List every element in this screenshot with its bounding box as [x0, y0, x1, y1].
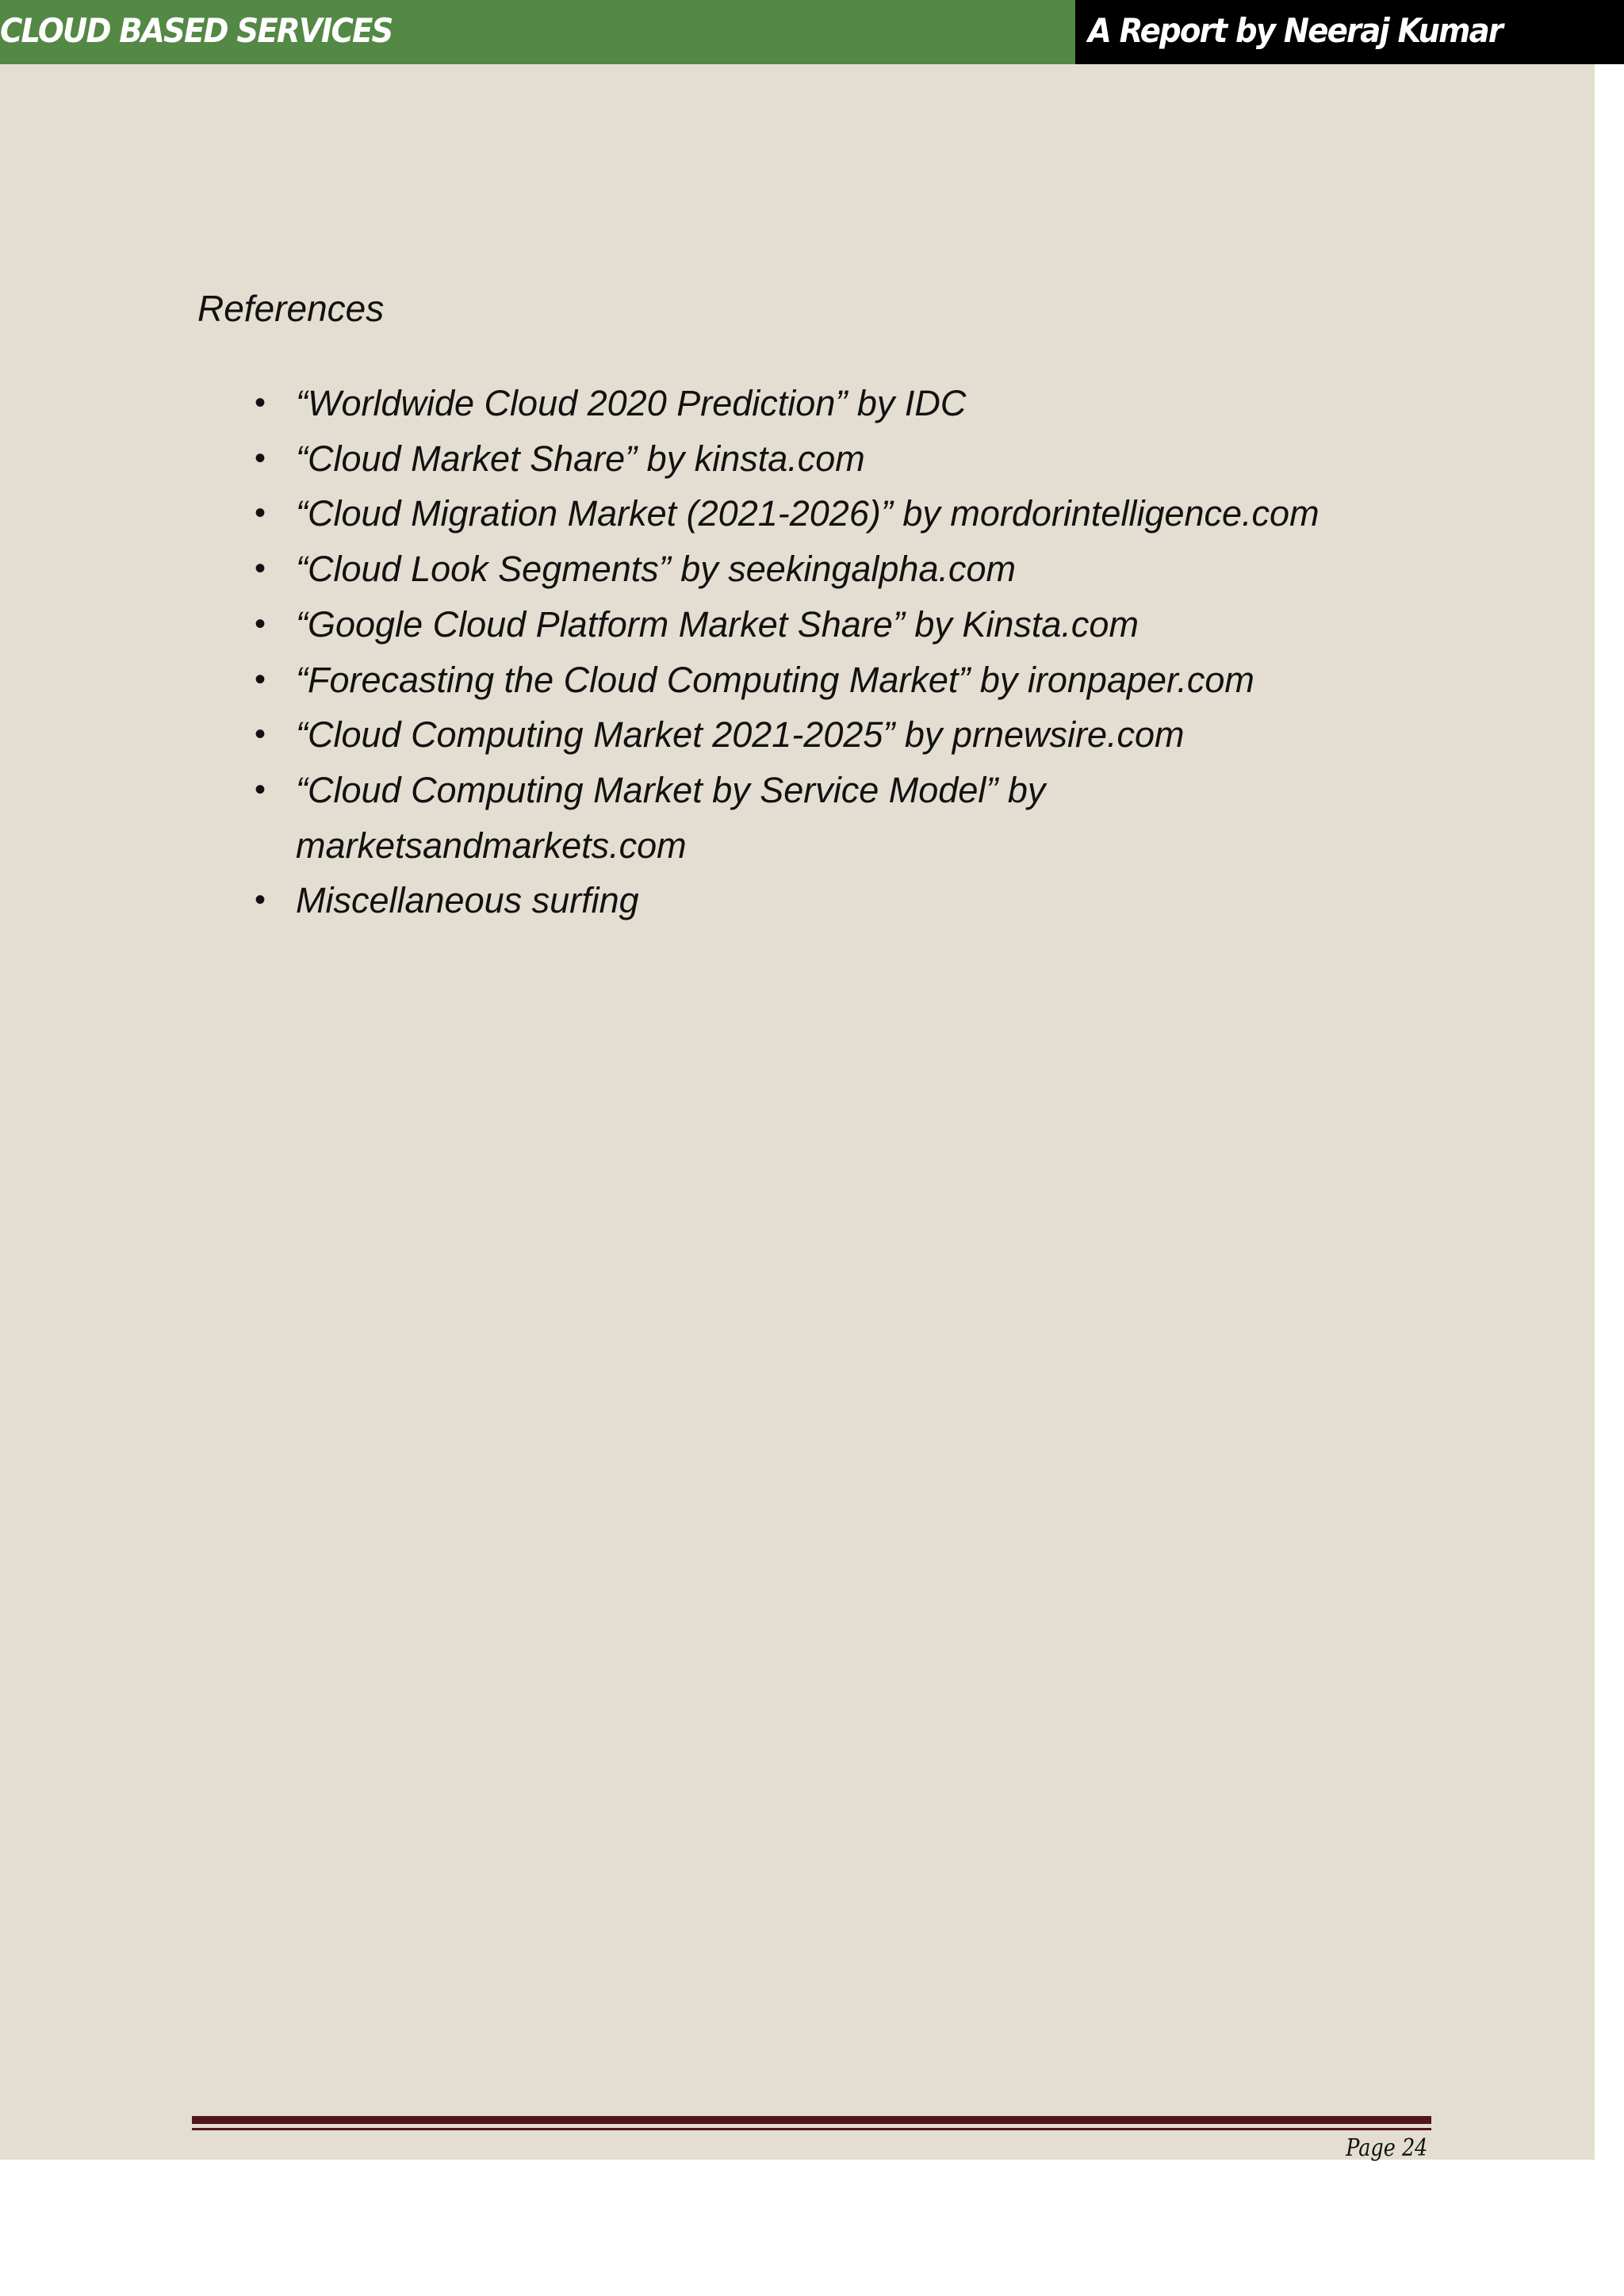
- references-heading: References: [197, 288, 385, 329]
- list-item: [255, 707, 1444, 763]
- footer-rule-thick: [192, 2116, 1431, 2124]
- list-item: [255, 652, 1444, 708]
- list-item: [255, 431, 1444, 487]
- bullet-icon: •: [255, 385, 266, 420]
- reference-text: “Google Cloud Platform Market Share” by Kinsta.com: [296, 603, 1139, 645]
- list-item: [255, 873, 1444, 928]
- list-item: [255, 486, 1444, 541]
- page-number: Page 24: [1345, 2134, 1427, 2162]
- reference-text: “Cloud Computing Market 2021-2025” by prnewsire.com: [296, 714, 1185, 756]
- bullet-icon: •: [255, 717, 266, 752]
- bullet-icon: •: [255, 771, 266, 807]
- header-title: CLOUD BASED SERVICES: [0, 11, 393, 50]
- header-author: A Report by Neeraj Kumar: [1088, 11, 1503, 50]
- reference-text: Miscellaneous surfing: [296, 880, 639, 921]
- header-banner-right: [1075, 0, 1624, 64]
- references-list: [255, 376, 1444, 928]
- reference-text: “Cloud Market Share” by kinsta.com: [296, 438, 865, 479]
- bullet-icon: •: [255, 882, 266, 918]
- bullet-icon: •: [255, 440, 266, 476]
- reference-text: “Cloud Migration Market (2021-2026)” by mordorintelligence.com: [296, 493, 1320, 534]
- list-item: [255, 763, 1136, 873]
- list-item: [255, 376, 1444, 431]
- list-item: [255, 597, 1444, 652]
- bullet-icon: •: [255, 551, 266, 587]
- bullet-icon: •: [255, 606, 266, 641]
- bullet-icon: •: [255, 661, 266, 697]
- list-item: [255, 541, 1444, 597]
- footer-rule-thin: [192, 2128, 1431, 2130]
- reference-text: “Worldwide Cloud 2020 Prediction” by IDC: [296, 383, 967, 423]
- bullet-icon: •: [255, 496, 266, 531]
- reference-text: “Forecasting the Cloud Computing Market” by ironpaper.com: [296, 659, 1254, 700]
- reference-text: “Cloud Computing Market by Service Model” by marketsandmarkets.com: [296, 769, 1046, 866]
- header-banner-left: [0, 0, 1075, 64]
- reference-text: “Cloud Look Segments” by seekingalpha.com: [296, 549, 1016, 590]
